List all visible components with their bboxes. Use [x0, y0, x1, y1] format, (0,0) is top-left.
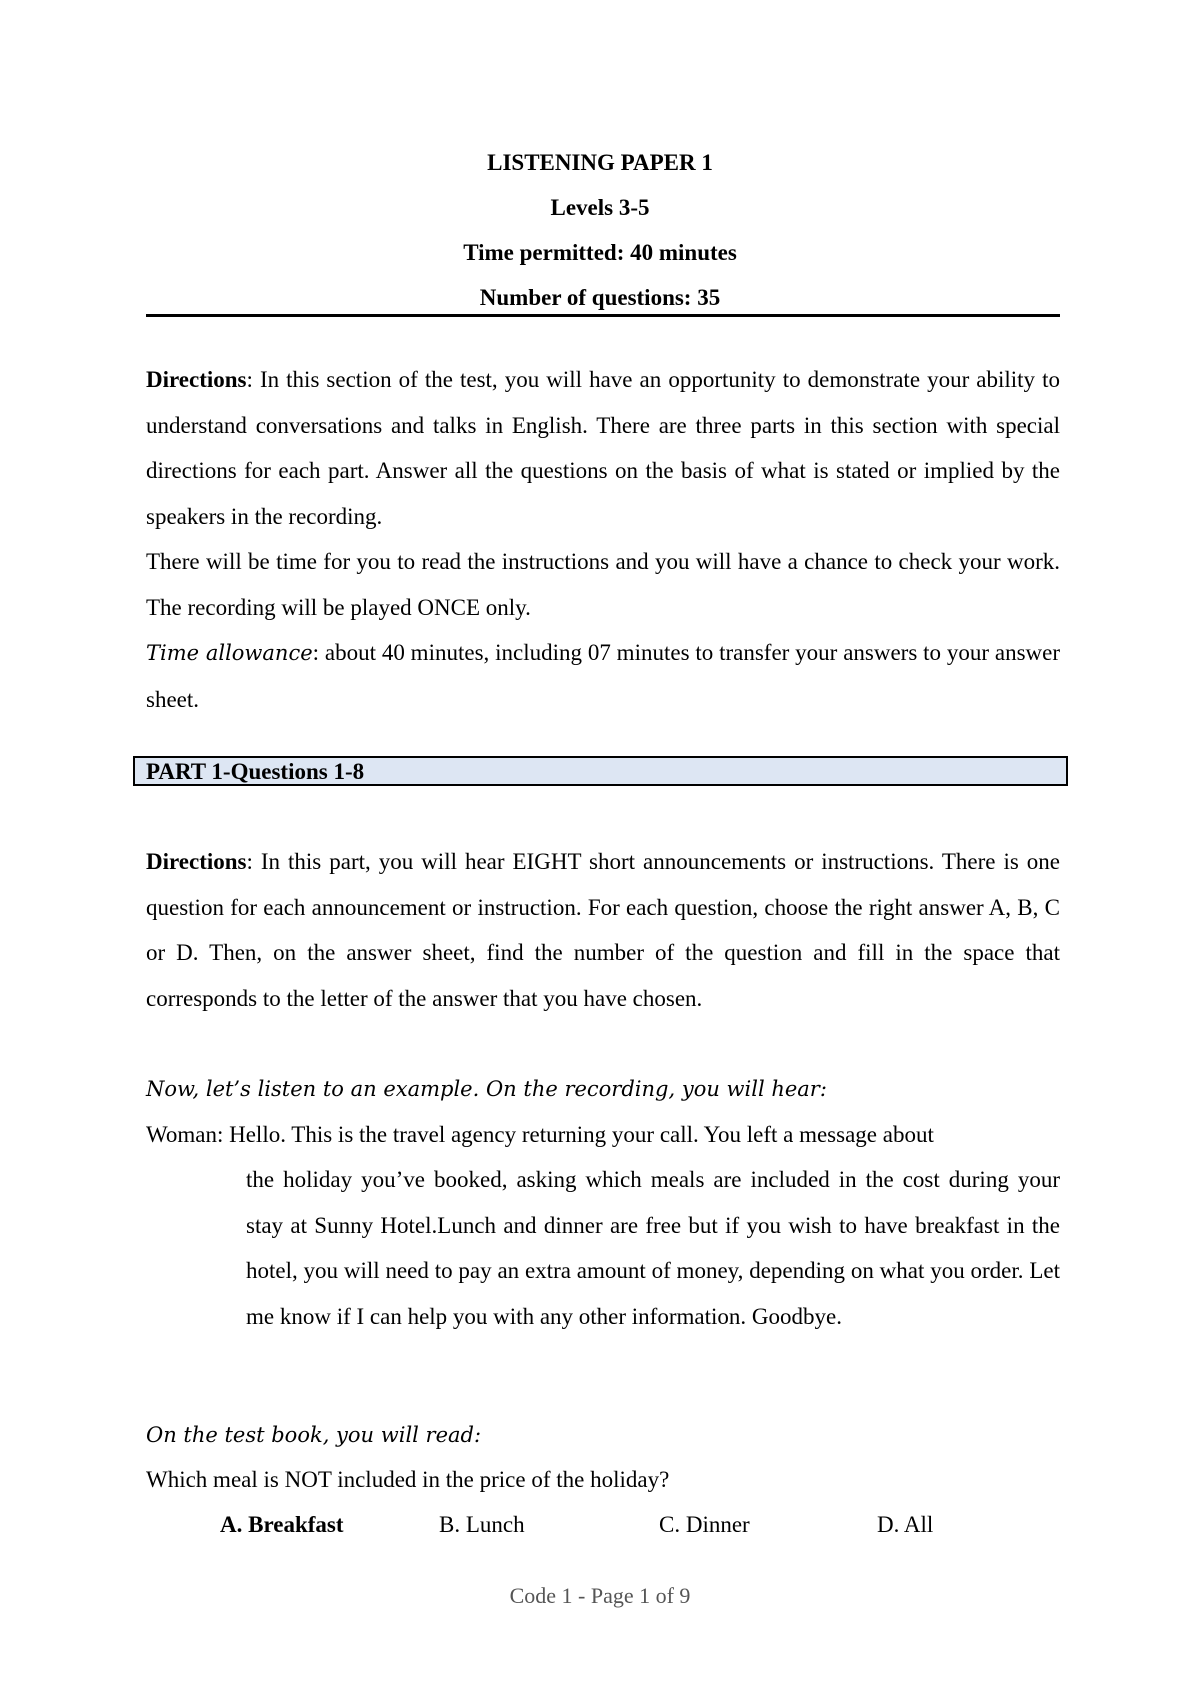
intro-time-note: There will be time for you to read the instructions and you will have a chance to check your work. The recording will be played ONCE only. [146, 549, 1060, 620]
part1-directions-label: Directions [146, 849, 247, 874]
intro-time-allowance [146, 630, 1060, 722]
option-a: A. Breakfast [220, 1512, 344, 1537]
example-intro: Now, let’s listen to an example. On the recording, you will hear: [146, 1077, 827, 1101]
speaker-name: Woman: [146, 1122, 224, 1147]
speech-rest: the holiday you’ve booked, asking which meals are included in the cost during your stay at Sunny Hotel.Lunch and dinner are free but if you wish to have breakfast in the hotel, you will need to pay an extra amount of money, depending on what you order. Let me know if I can help you with any other information. Goodbye. [246, 1167, 1060, 1329]
paper-time: Time permitted: 40 minutes [463, 240, 737, 265]
part1-directions-text: : In this part, you will hear EIGHT short announcements or instructions. There is one question for each announcement or instruction. For each question, choose the right answer A, B, C or D. Then, on the answer sheet, find the number of the question and fill in the space that corresponds to the letter of the answer that you have chosen. [146, 849, 1060, 1011]
title-block [0, 140, 1200, 320]
intro-directions-label: Directions [146, 367, 247, 392]
paper-levels: Levels 3-5 [550, 195, 650, 220]
speech-first-line: Hello. This is the travel agency returning your call. You left a message about [229, 1122, 934, 1147]
paper-title: LISTENING PAPER 1 [487, 150, 713, 175]
part1-heading: PART 1-Questions 1-8 [133, 756, 1068, 786]
option-c: C. Dinner [659, 1512, 750, 1537]
speaker-line [146, 1112, 1060, 1158]
page-footer: Code 1 - Page 1 of 9 [509, 1583, 691, 1608]
intro-directions [146, 357, 1060, 539]
example-question: Which meal is NOT included in the price of the holiday? [146, 1467, 670, 1492]
title-divider [146, 314, 1060, 317]
intro-directions-text: : In this section of the test, you will have an opportunity to demonstrate your ability to understand conversations and talks in English. There are three parts in this section with special directions for each part. Answer all the questions on the basis of what is stated or implied by the speakers in the recording. [146, 367, 1060, 529]
paper-question-count: Number of questions: 35 [479, 285, 721, 310]
option-d: D. All [877, 1512, 934, 1537]
allowance-text: : about 40 minutes, including 07 minutes to transfer your answers to your answer sheet. [146, 640, 1061, 712]
testbook-intro: On the test book, you will read: [146, 1423, 482, 1447]
allowance-label: Time allowance [146, 641, 313, 665]
option-b: B. Lunch [439, 1512, 525, 1537]
part1-directions [146, 839, 1060, 1021]
example-options [0, 1502, 1200, 1547]
